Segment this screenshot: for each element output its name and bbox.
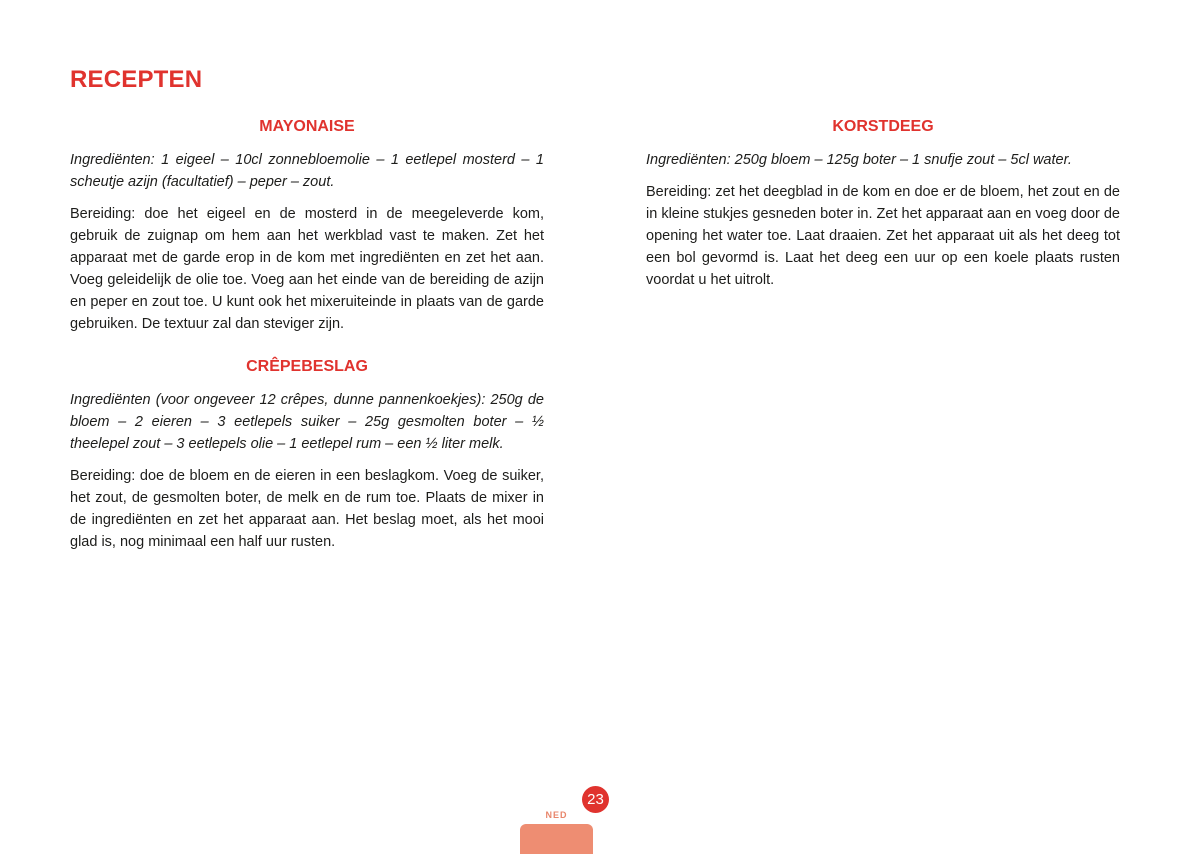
recipe-crepebeslag — [70, 357, 544, 553]
recipe-ingredients: Ingrediënten: 250g bloem – 125g boter – 1 snufje zout – 5cl water. — [646, 152, 1072, 168]
recipe-title: KORSTDEEG — [832, 118, 934, 135]
recipe-title: CRÊPEBESLAG — [246, 358, 368, 375]
page-title: RECEPTEN — [70, 66, 203, 93]
recipe-preparation: Bereiding: doe de bloem en de eieren in een beslagkom. Voeg de suiker, het zout, de gesmolten boter, de melk en de rum toe. Plaats de mixer in de ingrediënten en zet het apparaat aan. Het beslag moet, als het mooi glad is, nog minimaal een half uur rusten. — [70, 468, 544, 550]
recipe-mayonaise — [70, 117, 544, 335]
recipe-preparation: Bereiding: zet het deegblad in de kom en doe er de bloem, het zout en de in kleine stukjes gesneden boter in. Zet het apparaat aan en voeg door de opening het water toe. Laat draaien. Zet het apparaat uit als het deeg tot een bol gevormd is. Laat het deeg een uur op een koele plaats rusten voordat u het uitrolt. — [646, 184, 1120, 288]
recipe-title: MAYONAISE — [259, 118, 355, 135]
page-number-badge: 23 — [582, 786, 609, 813]
recipe-korstdeeg — [646, 117, 1120, 291]
recipe-preparation: Bereiding: doe het eigeel en de mosterd in de meegeleverde kom, gebruik de zuignap om hem aan het werkblad vast te maken. Zet het apparaat met de garde erop in de kom met ingrediënten en zet het aan. Voeg geleidelijk de olie toe. Voeg aan het einde van de bereiding de azijn en peper en zout toe. U kunt ook het mixeruiteinde in plaats van de garde gebruiken. De textuur zal dan steviger zijn. — [70, 206, 544, 332]
language-label: NED — [545, 810, 568, 820]
recipe-ingredients: Ingrediënten: 1 eigeel – 10cl zonnebloemolie – 1 eetlepel mosterd – 1 scheutje azijn (facultatief) – peper – zout. — [70, 152, 544, 190]
right-column — [646, 117, 1120, 291]
left-column — [70, 117, 544, 553]
recipe-ingredients: Ingrediënten (voor ongeveer 12 crêpes, dunne pannenkoekjes): 250g de bloem – 2 eieren – 3 eetlepels suiker – 25g gesmolten boter – ½ theelepel zout – 3 eetlepels olie – 1 eetlepel rum – een ½ liter melk. — [70, 392, 544, 452]
